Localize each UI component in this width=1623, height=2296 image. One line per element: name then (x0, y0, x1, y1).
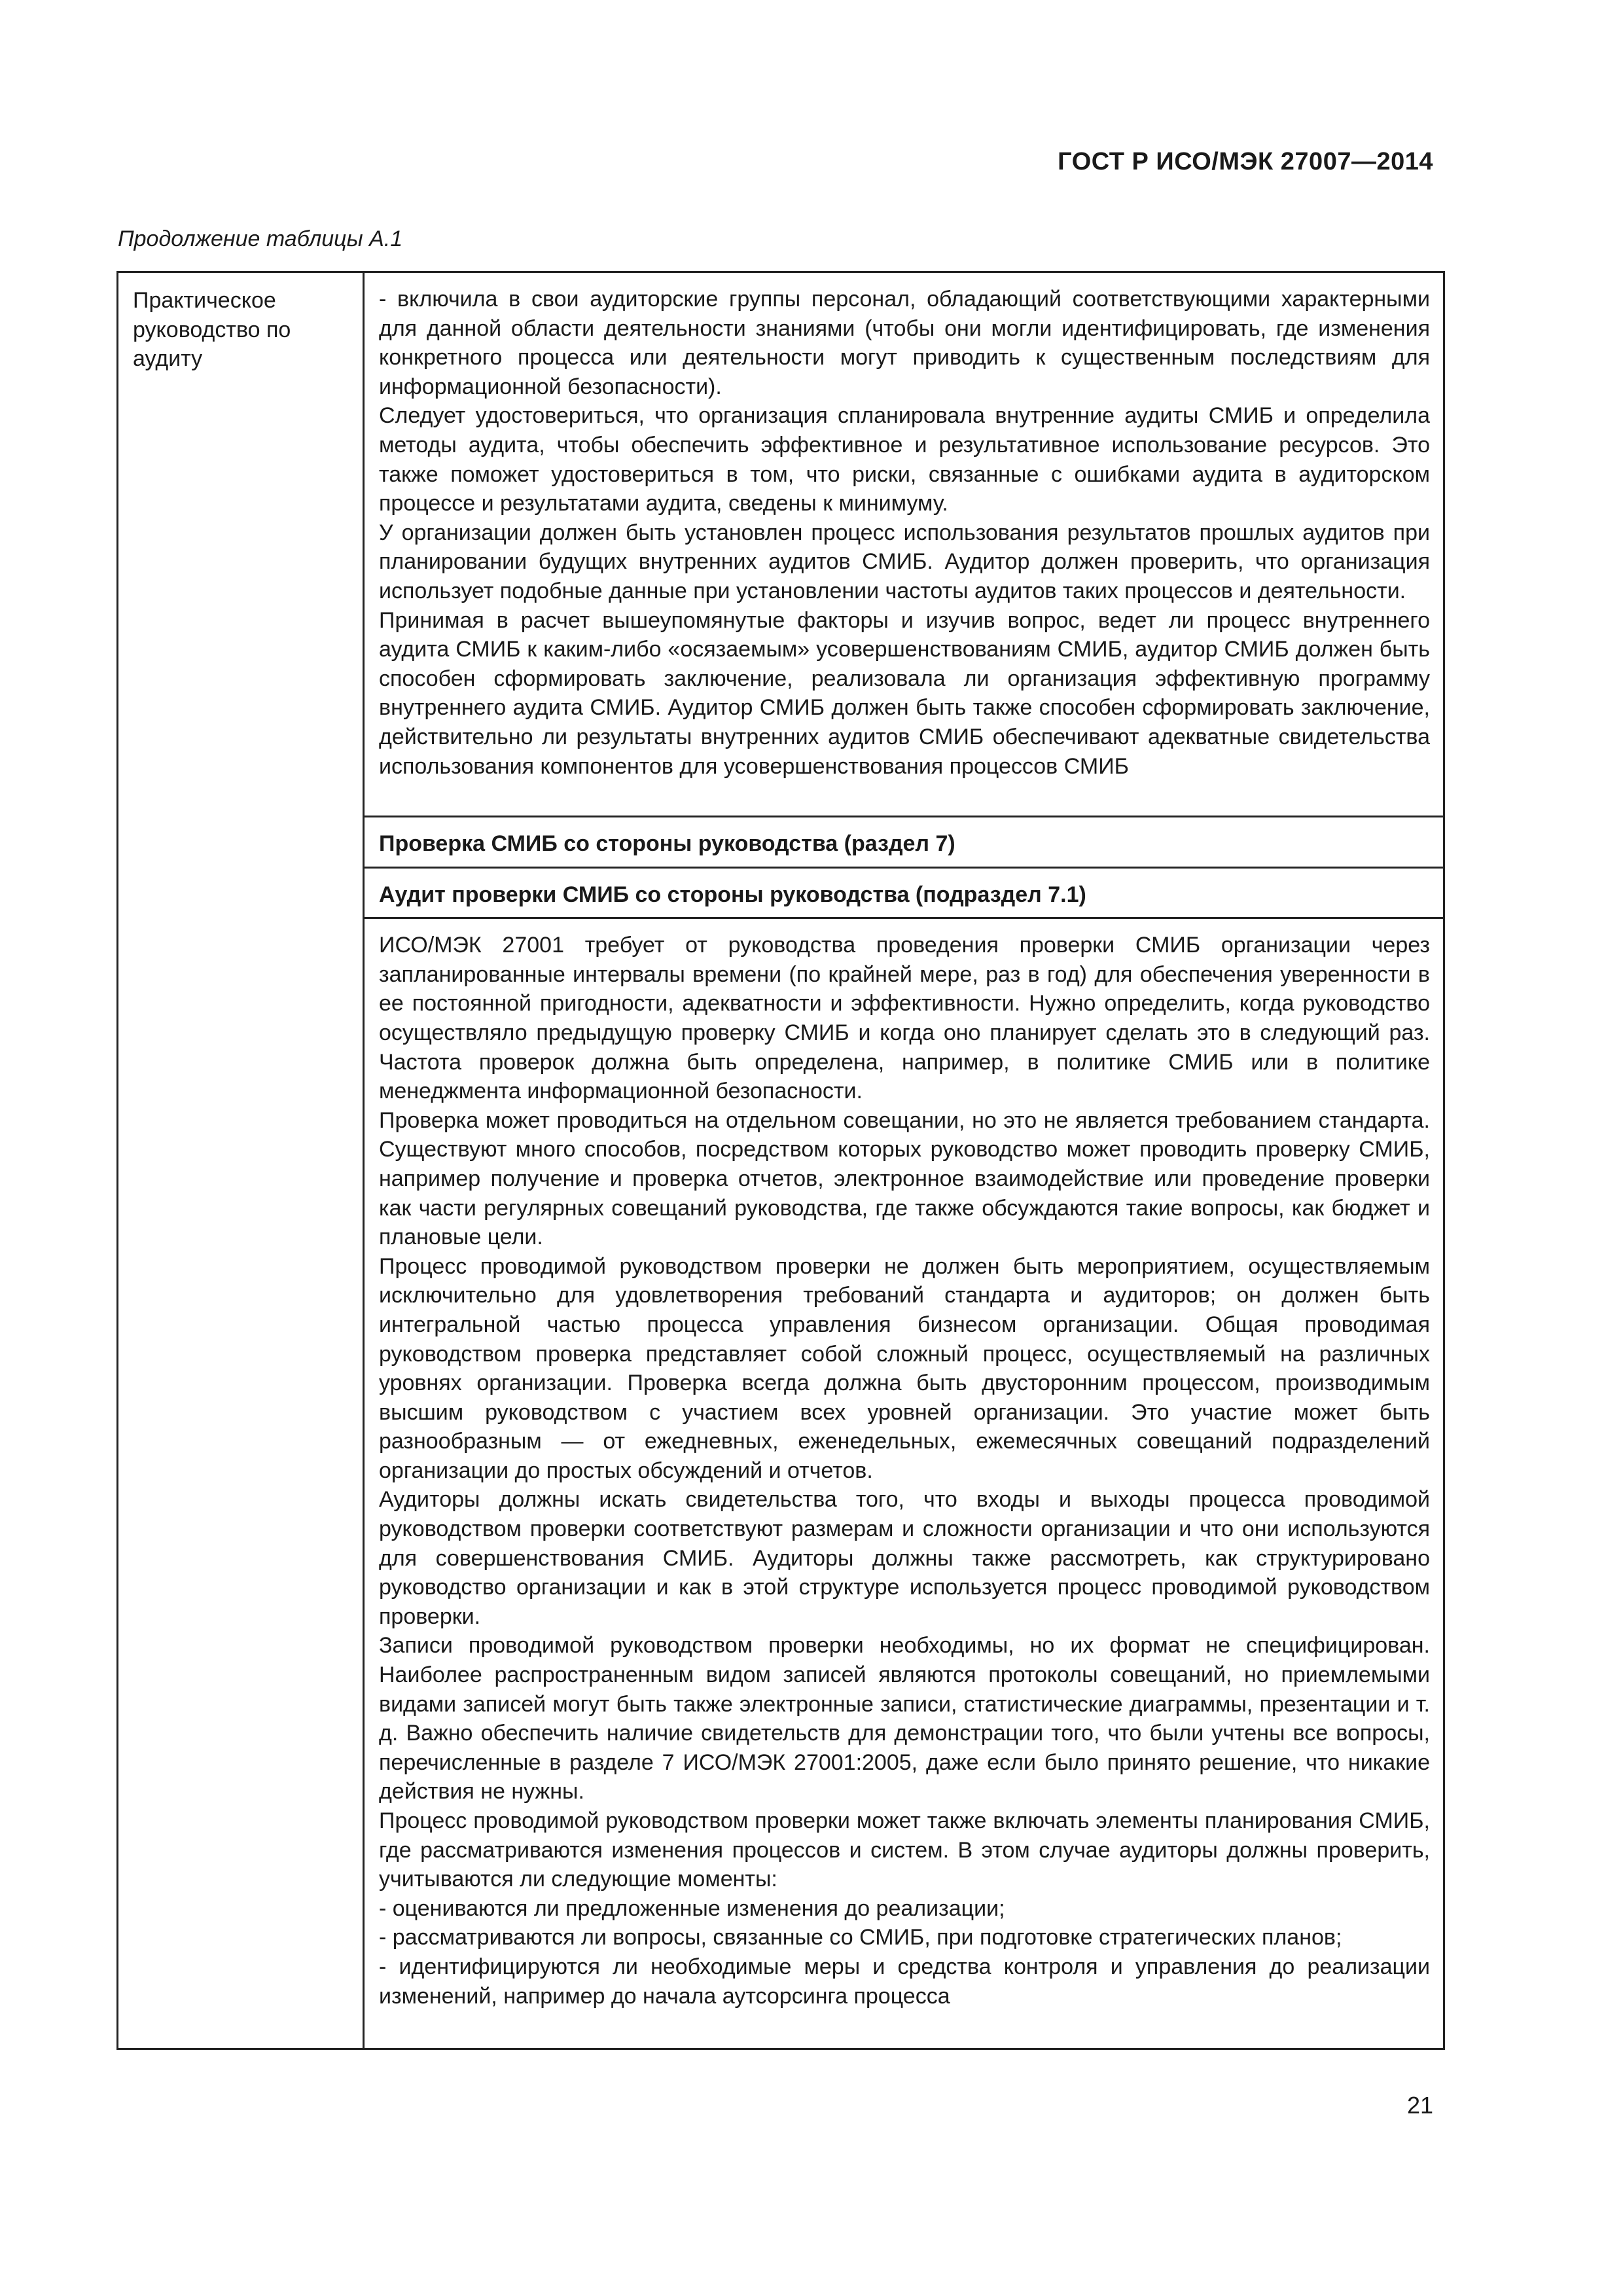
document-header-standard: ГОСТ Р ИСО/МЭК 27007—2014 (1058, 148, 1433, 175)
section1-paragraph: Принимая в расчет вышеупомянутые факторы и изучив вопрос, ведет ли процесс внутреннего аудита СМИБ к каким-либо «осязаемым» усовершенствованиям СМИБ, аудитор СМИБ должен быть способен сформировать заключение, реализовала ли организация эффективную программу внутреннего аудита СМИБ. Аудитор СМИБ должен быть также способен сформировать заключение, действительно ли результаты внутренних аудитов СМИБ обеспечивают адекватные свидетельства использования компонентов для усовершенствования процессов СМИБ (379, 607, 1430, 779)
section2-list-item: - идентифицируются ли необходимые меры и средства контроля и управления до реализации изменений, например до начала аутсорсинга процесса (379, 1954, 1430, 2009)
section-heading: Проверка СМИБ со стороны руководства (раздел 7) (379, 831, 955, 856)
section1-paragraph: Следует удостовериться, что организация спланировала внутренние аудиты СМИБ и определила методы аудита, чтобы обеспечить эффективное и результативное использование ресурсов. Это также поможет удостовериться в том, что риски, связанные с ошибками аудита в аудиторском процессе и результатами аудита, сведены к минимуму. (379, 403, 1430, 516)
section1-cell (364, 272, 1444, 817)
table-caption: Продолжение таблицы А.1 (118, 226, 403, 251)
audit-guidance-table (116, 271, 1445, 2050)
section1-paragraph: - включила в свои аудиторские группы персонал, обладающий соответствующими характерными для данной области деятельности знаниями (чтобы они могли идентифицировать, где изменения конкретного процесса или деятельности могут приводить к существенным последствиям для информационной безопасности). (379, 287, 1430, 399)
section2-paragraph: Процесс проводимой руководством проверки может также включать элементы планирования СМИБ, где рассматриваются изменения процессов и систем. В этом случае аудиторы должны проверить, учитываются ли следующие моменты: (379, 1808, 1430, 1892)
table-row (118, 272, 1444, 817)
subsection-heading: Аудит проверки СМИБ со стороны руководства (подраздел 7.1) (379, 882, 1086, 907)
section2-paragraph: Проверка может проводиться на отдельном совещании, но это не является требованием стандарта. Существуют много способов, посредством которых руководство может проводить проверку СМИБ, например получение и проверка отчетов, электронное взаимодействие или проведение проверки как части регулярных совещаний руководства, где также обсуждаются такие вопросы, как бюджет и плановые цели. (379, 1107, 1430, 1250)
left-label-text: Практическое руководство по аудиту (133, 288, 291, 372)
section-heading-cell (364, 817, 1444, 868)
section2-paragraph: ИСО/МЭК 27001 требует от руководства проведения проверки СМИБ организации через запланированные интервалы времени (по крайней мере, раз в год) для обеспечения уверенности в ее постоянной пригодности, адекватности и эффективности. Нужно определить, когда руководство осуществляло предыдущую проверку СМИБ и когда оно планирует сделать это в следующий раз. Частота проверок должна быть определена, например, в политике СМИБ или в политике менеджмента информационной безопасности. (379, 933, 1430, 1104)
section1-paragraph: У организации должен быть установлен процесс использования результатов прошлых аудитов при планировании будущих внутренних аудитов СМИБ. Аудитор должен проверить, что организация использует подобные данные при установлении частоты аудитов таких процессов и деятельности. (379, 520, 1430, 603)
section2-list-item: - рассматриваются ли вопросы, связанные со СМИБ, при подготовке стратегических планов; (379, 1925, 1342, 1950)
section2-paragraph: Аудиторы должны искать свидетельства того, что входы и выходы процесса проводимой руководством проверки соответствуют размерам и сложности организации и что они используются для совершенствования СМИБ. Аудиторы должны также рассмотреть, как структурировано руководство организации и как в этой структуре используется процесс проводимой руководством проверки. (379, 1487, 1430, 1629)
section2-cell (364, 918, 1444, 2049)
section2-paragraph: Записи проводимой руководством проверки необходимы, но их формат не специфицирован. Наиболее распространенным видом записей являются протоколы совещаний, но приемлемыми видами записей могут быть также электронные записи, статистические диаграммы, презентации и т. д. Важно обеспечить наличие свидетельств для демонстрации того, что были учтены все вопросы, перечисленные в разделе 7 ИСО/МЭК 27001:2005, даже если было принято решение, что никакие действия не нужны. (379, 1633, 1430, 1804)
left-label-cell (118, 272, 364, 2049)
section2-paragraph: Процесс проводимой руководством проверки не должен быть мероприятием, осуществляемым исключительно для удовлетворения требований стандарта и аудиторов; он должен быть интегральной частью процесса управления бизнесом организации. Общая проводимая руководством проверка представляет собой сложный процесс, осуществляемый на различных уровнях организации. Проверка всегда должна быть двусторонним процессом, производимым высшим руководством с участием всех уровней организации. Это участие может быть разнообразным — от ежедневных, еженедельных, ежемесячных совещаний подразделений организации до простых обсуждений и отчетов. (379, 1253, 1430, 1483)
subsection-heading-cell (364, 867, 1444, 918)
section2-list-item: - оцениваются ли предложенные изменения до реализации; (379, 1895, 1005, 1921)
page-number: 21 (1406, 2092, 1433, 2119)
